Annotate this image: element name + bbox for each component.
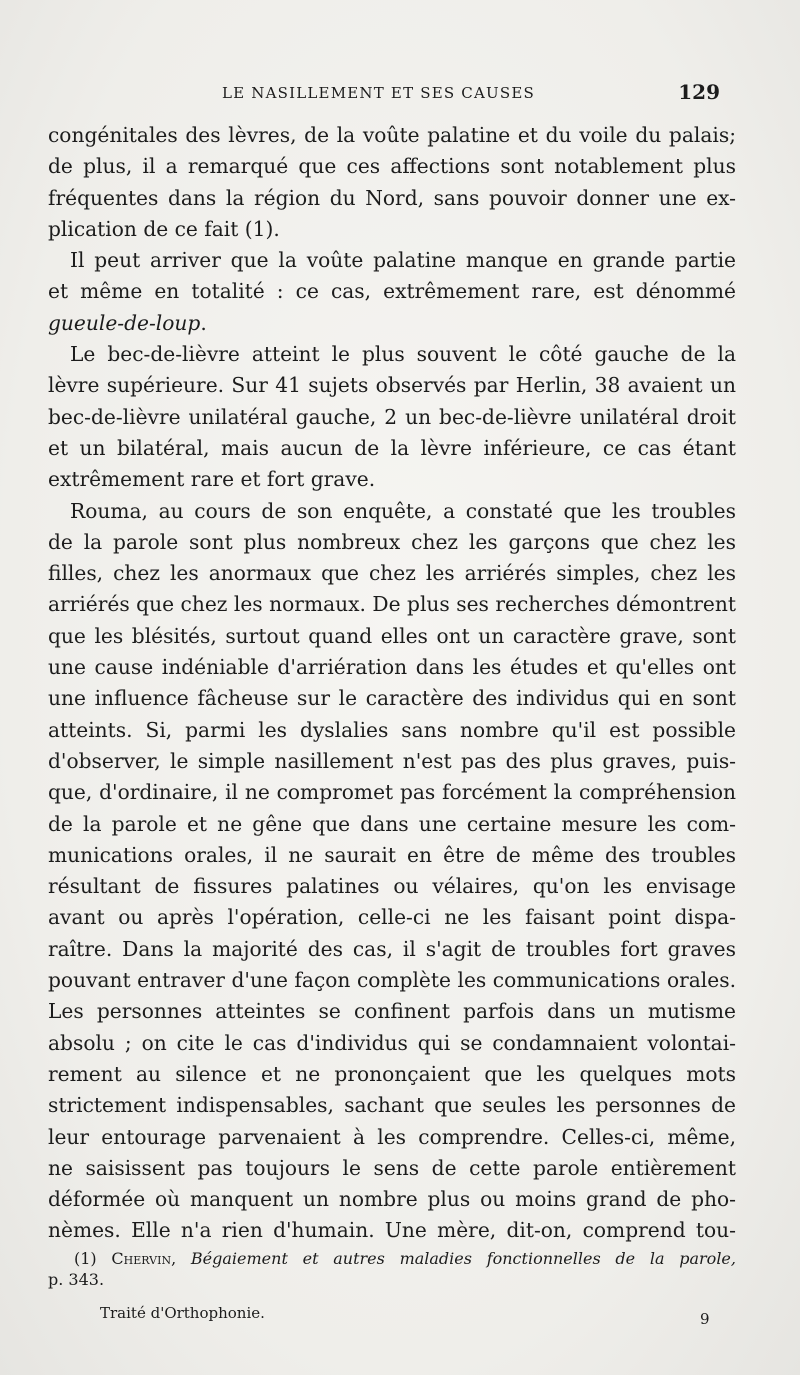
paragraph-line: Les personnes atteintes se confinent parfois dans un mutisme [48,999,736,1024]
italic-term: gueule-de-loup [48,310,201,335]
footnote-line [48,1248,736,1269]
paragraph-line: absolu ; on cite le cas d'individus qui se condamnaient volontai- [48,1030,736,1055]
paragraph-line: pouvant entraver d'une façon complète les communications orales. [48,968,736,993]
paragraph-line: de la parole et ne gêne que dans une certaine mesure les com- [48,811,736,836]
paragraph-line: ne saisissent pas toujours le sens de cette parole entièrement [48,1155,736,1180]
paragraph-line: et même en totalité : ce cas, extrêmement rare, est dénommé [48,279,736,304]
paragraph-line: déformée où manquent un nombre plus ou moins grand de pho- [48,1187,736,1212]
paragraph-line: résultant de fissures palatines ou vélaires, qu'on les envisage [48,874,736,899]
body-text [48,120,736,1247]
footnote-title: Bégaiement et autres maladies fonctionnelles de la parole, [190,1249,736,1268]
paragraph-line: strictement indispensables, sachant que seules les personnes de [48,1093,736,1118]
paragraph-line: et un bilatéral, mais aucun de la lèvre inférieure, ce cas étant [48,435,736,460]
paragraph-line: lèvre supérieure. Sur 41 sujets observés par Herlin, 38 avaient un [48,373,736,398]
signature-mark: 9 [700,1310,710,1328]
paragraph-line: Le bec-de-lièvre atteint le plus souvent le côté gauche de la [70,342,736,367]
running-title: LE NASILLEMENT ET SES CAUSES [222,84,535,102]
paragraph-line: Rouma, au cours de son enquête, a constaté que les troubles [70,498,736,523]
paragraph-line: avant ou après l'opération, celle-ci ne les faisant point dispa- [48,905,736,930]
paragraph-line: atteints. Si, parmi les dyslalies sans nombre qu'il est possible [48,717,736,742]
paragraph-line: que les blésités, surtout quand elles ont un caractère grave, sont [48,623,736,648]
footnote-marker: (1) [74,1249,97,1268]
footer-book-title: Traité d'Orthophonie. [100,1304,265,1322]
footnote [48,1248,736,1290]
paragraph-line: fréquentes dans la région du Nord, sans pouvoir donner une ex- [48,185,736,210]
page-number: 129 [678,80,720,104]
page-header [48,80,728,110]
paragraph-line [48,308,736,339]
footnote-page: p. 343. [48,1270,105,1289]
paragraph-line: leur entourage parvenaient à les comprendre. Celles-ci, même, [48,1124,736,1149]
footnote-author: Chervin, [111,1249,177,1268]
paragraph-line: que, d'ordinaire, il ne compromet pas forcément la compréhension [48,780,736,805]
paragraph-line: une influence fâcheuse sur le caractère des individus qui en sont [48,686,736,711]
paragraph-line: Il peut arriver que la voûte palatine manque en grande partie [70,248,736,273]
paragraph-line: munications orales, il ne saurait en être de même des troubles [48,842,736,867]
paragraph-line: une cause indéniable d'arriération dans les études et qu'elles ont [48,655,736,680]
paragraph-line: congénitales des lèvres, de la voûte palatine et du voile du palais; [48,123,736,147]
paragraph-line: extrêmement rare et fort grave. [48,467,376,492]
paragraph-line: d'observer, le simple nasillement n'est pas des plus graves, puis- [48,748,736,773]
punctuation: . [200,310,207,335]
paragraph-line: raître. Dans la majorité des cas, il s'agit de troubles fort graves [48,936,736,961]
paragraph-line: de plus, il a remarqué que ces affections sont notablement plus [48,154,736,179]
paragraph-line: bec-de-lièvre unilatéral gauche, 2 un bec-de-lièvre unilatéral droit [48,404,736,429]
paragraph-line: rement au silence et ne prononçaient que les quelques mots [48,1061,736,1086]
paragraph-line: arriérés que chez les normaux. De plus ses recherches démontrent [48,592,736,617]
paragraph-line: filles, chez les anormaux que chez les arriérés simples, chez les [48,561,736,586]
paragraph-line: de la parole sont plus nombreux chez les garçons que chez les [48,529,736,554]
paragraph-line: nèmes. Elle n'a rien d'humain. Une mère, dit-on, comprend tou- [48,1218,736,1243]
paragraph-line: plication de ce fait (1). [48,216,280,241]
